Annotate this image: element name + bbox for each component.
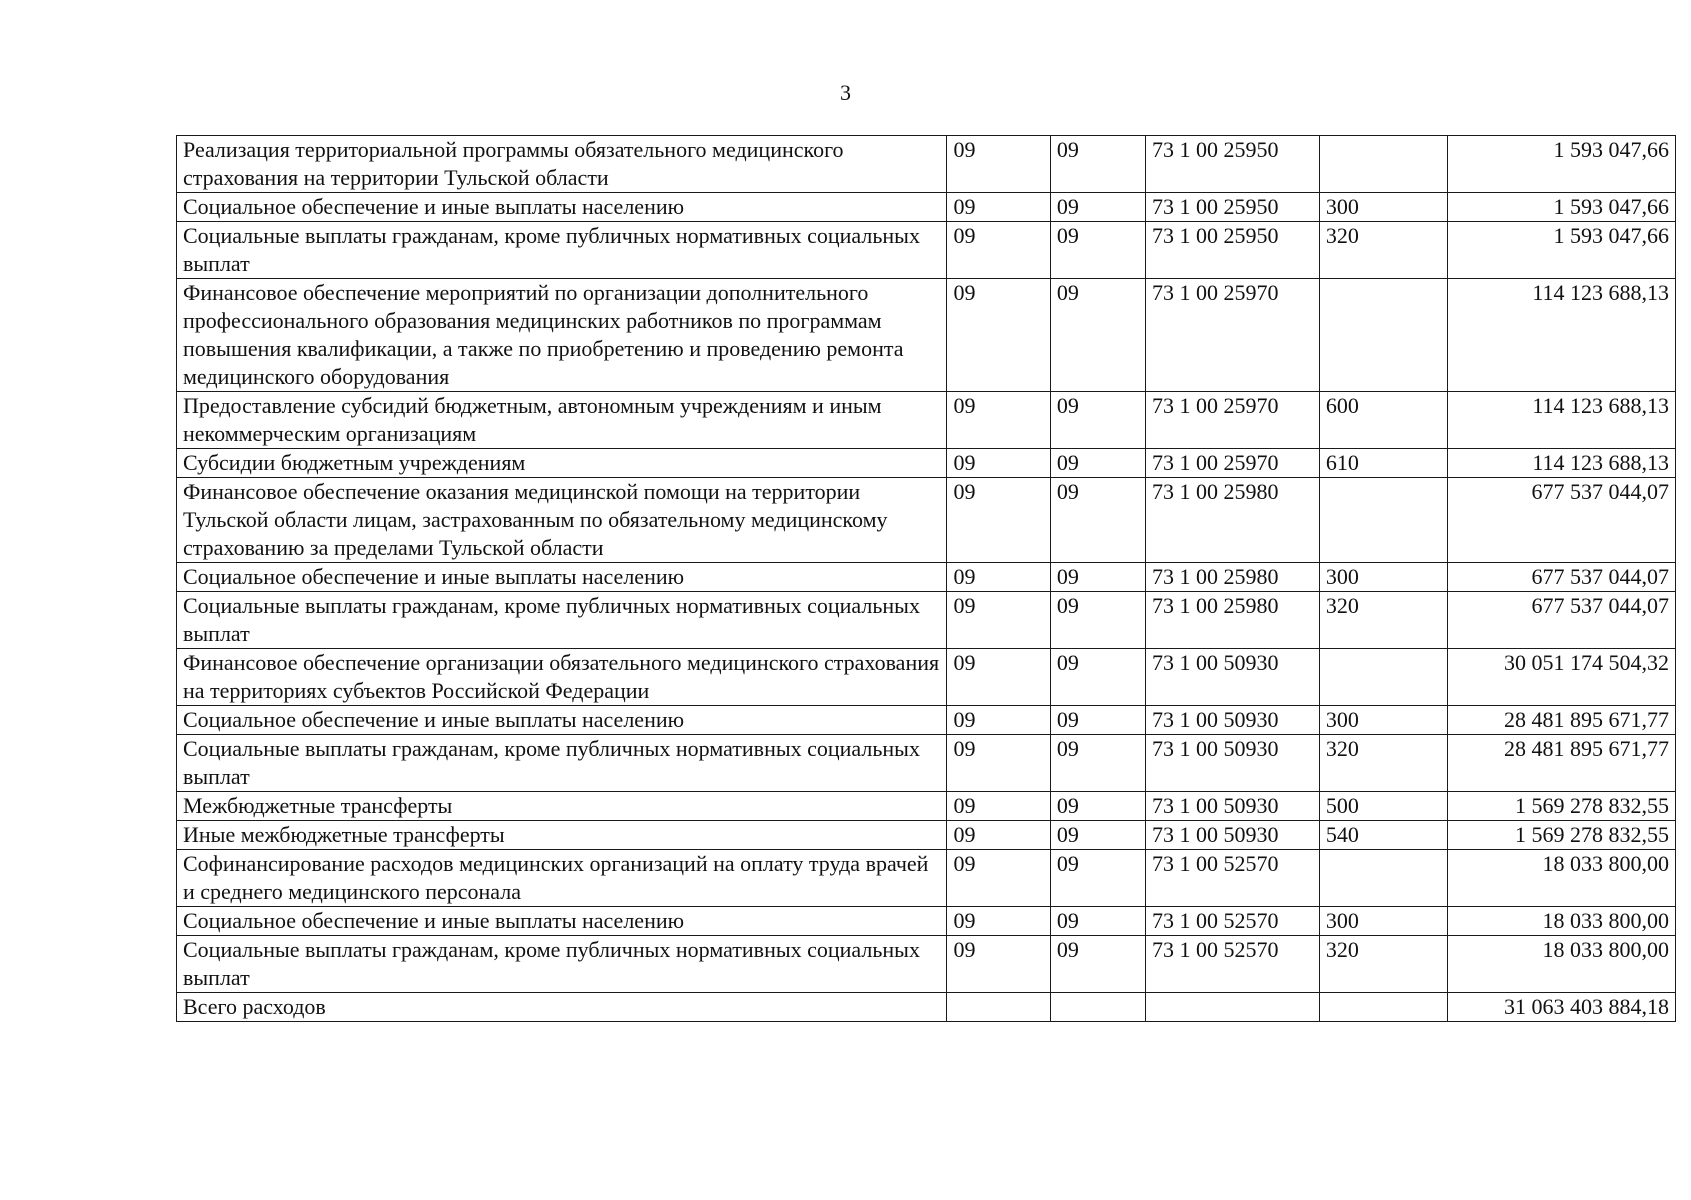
expense-name-cell: Иные межбюджетные трансферты [177, 821, 947, 850]
table-row [177, 792, 1676, 821]
total-row [177, 993, 1676, 1022]
expense-type-code-cell: 320 [1319, 222, 1447, 279]
expense-type-code-cell [1319, 993, 1447, 1022]
subsection-code-cell: 09 [1050, 649, 1145, 706]
target-item-code-cell: 73 1 00 52570 [1145, 936, 1319, 993]
expense-type-code-cell [1319, 136, 1447, 193]
table-row [177, 449, 1676, 478]
expense-type-code-cell [1319, 279, 1447, 392]
expense-name-cell: Социальное обеспечение и иные выплаты населению [177, 563, 947, 592]
section-code-cell: 09 [947, 592, 1050, 649]
section-code-cell: 09 [947, 279, 1050, 392]
expenditure-table-body [177, 136, 1676, 1022]
table-row [177, 193, 1676, 222]
table-row [177, 478, 1676, 563]
target-item-code-cell: 73 1 00 25970 [1145, 279, 1319, 392]
subsection-code-cell: 09 [1050, 222, 1145, 279]
section-code-cell: 09 [947, 563, 1050, 592]
amount-cell: 31 063 403 884,18 [1447, 993, 1675, 1022]
section-code-cell: 09 [947, 478, 1050, 563]
amount-cell: 18 033 800,00 [1447, 936, 1675, 993]
table-row [177, 649, 1676, 706]
expense-name-cell: Предоставление субсидий бюджетным, автономным учреждениям и иным некоммерческим организациям [177, 392, 947, 449]
expense-name-cell: Социальное обеспечение и иные выплаты населению [177, 706, 947, 735]
target-item-code-cell: 73 1 00 52570 [1145, 850, 1319, 907]
expense-name-cell: Реализация территориальной программы обязательного медицинского страхования на территории Тульской области [177, 136, 947, 193]
amount-cell: 114 123 688,13 [1447, 392, 1675, 449]
expense-name-cell: Финансовое обеспечение мероприятий по организации дополнительного профессионального образования медицинских работников по программам повышения квалификации, а также по приобретению и проведению ремонта медицинского оборудования [177, 279, 947, 392]
target-item-code-cell [1145, 993, 1319, 1022]
expense-name-cell: Финансовое обеспечение организации обязательного медицинского страхования на территориях субъектов Российской Федерации [177, 649, 947, 706]
expense-type-code-cell: 320 [1319, 936, 1447, 993]
expense-name-cell: Межбюджетные трансферты [177, 792, 947, 821]
subsection-code-cell: 09 [1050, 735, 1145, 792]
expense-type-code-cell: 600 [1319, 392, 1447, 449]
amount-cell: 114 123 688,13 [1447, 279, 1675, 392]
table-row [177, 563, 1676, 592]
target-item-code-cell: 73 1 00 25950 [1145, 193, 1319, 222]
expense-type-code-cell: 300 [1319, 706, 1447, 735]
section-code-cell: 09 [947, 907, 1050, 936]
amount-cell: 1 593 047,66 [1447, 193, 1675, 222]
subsection-code-cell: 09 [1050, 821, 1145, 850]
table-row [177, 136, 1676, 193]
section-code-cell: 09 [947, 792, 1050, 821]
target-item-code-cell: 73 1 00 25970 [1145, 392, 1319, 449]
section-code-cell: 09 [947, 136, 1050, 193]
table-row [177, 936, 1676, 993]
subsection-code-cell: 09 [1050, 792, 1145, 821]
amount-cell: 677 537 044,07 [1447, 563, 1675, 592]
expense-name-cell: Социальные выплаты гражданам, кроме публичных нормативных социальных выплат [177, 592, 947, 649]
expense-type-code-cell: 540 [1319, 821, 1447, 850]
table-row [177, 706, 1676, 735]
table-row [177, 592, 1676, 649]
subsection-code-cell: 09 [1050, 850, 1145, 907]
expense-name-cell: Социальные выплаты гражданам, кроме публичных нормативных социальных выплат [177, 222, 947, 279]
expense-name-cell: Всего расходов [177, 993, 947, 1022]
target-item-code-cell: 73 1 00 50930 [1145, 735, 1319, 792]
expense-name-cell: Субсидии бюджетным учреждениям [177, 449, 947, 478]
subsection-code-cell: 09 [1050, 936, 1145, 993]
section-code-cell: 09 [947, 193, 1050, 222]
subsection-code-cell: 09 [1050, 136, 1145, 193]
amount-cell: 18 033 800,00 [1447, 850, 1675, 907]
table-row [177, 850, 1676, 907]
section-code-cell: 09 [947, 735, 1050, 792]
expense-type-code-cell: 320 [1319, 735, 1447, 792]
expense-name-cell: Социальное обеспечение и иные выплаты населению [177, 907, 947, 936]
target-item-code-cell: 73 1 00 50930 [1145, 706, 1319, 735]
expense-name-cell: Финансовое обеспечение оказания медицинской помощи на территории Тульской области лицам, застрахованным по обязательному медицинскому страхованию за пределами Тульской области [177, 478, 947, 563]
expense-name-cell: Социальное обеспечение и иные выплаты населению [177, 193, 947, 222]
expense-name-cell: Софинансирование расходов медицинских организаций на оплату труда врачей и среднего медицинского персонала [177, 850, 947, 907]
amount-cell: 1 569 278 832,55 [1447, 821, 1675, 850]
subsection-code-cell: 09 [1050, 279, 1145, 392]
target-item-code-cell: 73 1 00 50930 [1145, 792, 1319, 821]
expense-name-cell: Социальные выплаты гражданам, кроме публичных нормативных социальных выплат [177, 735, 947, 792]
amount-cell: 677 537 044,07 [1447, 592, 1675, 649]
target-item-code-cell: 73 1 00 52570 [1145, 907, 1319, 936]
page-number: 3 [840, 80, 851, 105]
amount-cell: 1 569 278 832,55 [1447, 792, 1675, 821]
subsection-code-cell [1050, 993, 1145, 1022]
table-row [177, 735, 1676, 792]
table-row [177, 821, 1676, 850]
expense-type-code-cell [1319, 850, 1447, 907]
section-code-cell: 09 [947, 392, 1050, 449]
table-row [177, 907, 1676, 936]
subsection-code-cell: 09 [1050, 907, 1145, 936]
expense-type-code-cell: 320 [1319, 592, 1447, 649]
section-code-cell: 09 [947, 850, 1050, 907]
section-code-cell: 09 [947, 649, 1050, 706]
expense-type-code-cell: 610 [1319, 449, 1447, 478]
expense-type-code-cell: 500 [1319, 792, 1447, 821]
section-code-cell [947, 993, 1050, 1022]
target-item-code-cell: 73 1 00 25980 [1145, 478, 1319, 563]
subsection-code-cell: 09 [1050, 478, 1145, 563]
amount-cell: 114 123 688,13 [1447, 449, 1675, 478]
table-row [177, 392, 1676, 449]
target-item-code-cell: 73 1 00 50930 [1145, 649, 1319, 706]
expenditure-table [176, 135, 1676, 1022]
section-code-cell: 09 [947, 936, 1050, 993]
subsection-code-cell: 09 [1050, 392, 1145, 449]
expense-type-code-cell: 300 [1319, 193, 1447, 222]
target-item-code-cell: 73 1 00 25950 [1145, 222, 1319, 279]
target-item-code-cell: 73 1 00 25970 [1145, 449, 1319, 478]
amount-cell: 18 033 800,00 [1447, 907, 1675, 936]
amount-cell: 1 593 047,66 [1447, 222, 1675, 279]
amount-cell: 28 481 895 671,77 [1447, 706, 1675, 735]
section-code-cell: 09 [947, 449, 1050, 478]
expense-type-code-cell: 300 [1319, 563, 1447, 592]
expense-type-code-cell [1319, 478, 1447, 563]
subsection-code-cell: 09 [1050, 592, 1145, 649]
section-code-cell: 09 [947, 222, 1050, 279]
target-item-code-cell: 73 1 00 50930 [1145, 821, 1319, 850]
subsection-code-cell: 09 [1050, 193, 1145, 222]
target-item-code-cell: 73 1 00 25950 [1145, 136, 1319, 193]
section-code-cell: 09 [947, 706, 1050, 735]
table-row [177, 222, 1676, 279]
subsection-code-cell: 09 [1050, 563, 1145, 592]
target-item-code-cell: 73 1 00 25980 [1145, 563, 1319, 592]
subsection-code-cell: 09 [1050, 706, 1145, 735]
amount-cell: 1 593 047,66 [1447, 136, 1675, 193]
expense-name-cell: Социальные выплаты гражданам, кроме публичных нормативных социальных выплат [177, 936, 947, 993]
expense-type-code-cell [1319, 649, 1447, 706]
expense-type-code-cell: 300 [1319, 907, 1447, 936]
table-row [177, 279, 1676, 392]
subsection-code-cell: 09 [1050, 449, 1145, 478]
amount-cell: 30 051 174 504,32 [1447, 649, 1675, 706]
target-item-code-cell: 73 1 00 25980 [1145, 592, 1319, 649]
amount-cell: 28 481 895 671,77 [1447, 735, 1675, 792]
amount-cell: 677 537 044,07 [1447, 478, 1675, 563]
section-code-cell: 09 [947, 821, 1050, 850]
